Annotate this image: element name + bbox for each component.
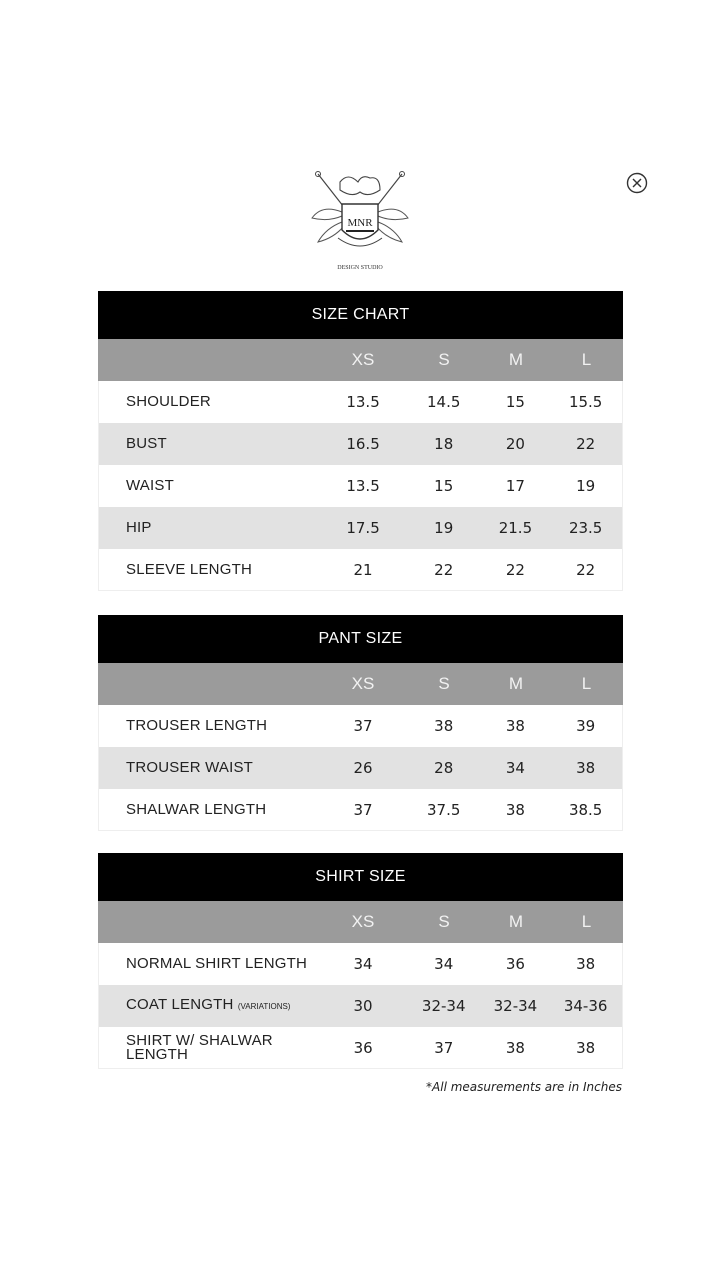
row-label: HIP [126,519,152,536]
cell-value: 18 [434,435,454,453]
table-header-row [98,339,623,381]
table-row [98,423,623,465]
measurement-footnote: *All measurements are in Inches [426,1080,622,1094]
cell-value: 14.5 [427,393,461,411]
column-header: L [581,912,592,931]
column-header: XS [351,674,375,693]
column-header: S [438,674,450,693]
table-row [98,549,623,591]
table-row [98,705,623,747]
cell-value: 26 [353,759,373,777]
row-label: NORMAL SHIRT LENGTH [126,955,308,972]
cell-value: 38 [576,759,596,777]
cell-value: 21 [353,560,373,579]
column-header: S [438,350,450,369]
brand-logo [308,168,412,274]
column-header: L [581,674,592,693]
row-label-note: (VARIATIONS) [237,1002,291,1011]
cell-value: 37 [434,1038,454,1057]
cell-value: 19 [576,477,596,495]
cell-value: 15 [434,477,454,495]
table-row [98,985,623,1027]
cell-value: 13.5 [346,393,380,411]
row-label: SHIRT W/ SHALWAR LENGTH [126,1031,273,1063]
cell-value: 38 [576,955,596,973]
cell-value: 38 [434,717,454,735]
cell-value: 32-34 [493,997,538,1015]
cell-value: 37 [353,800,373,819]
shirt-size-table [98,853,623,1069]
table-title: SHIRT SIZE [98,853,623,901]
table-row [98,1027,623,1069]
row-label: SLEEVE LENGTH [126,560,252,578]
cell-value: 28 [434,759,454,777]
column-header: M [508,674,524,693]
cell-value: 30 [353,997,373,1015]
row-label: SHOULDER [126,393,211,410]
cell-value: 22 [505,560,525,579]
table-header-row [98,901,623,943]
cell-value: 34 [353,955,373,973]
close-circle-icon [626,172,648,194]
row-label: TROUSER LENGTH [126,717,268,734]
row-label-text: COAT LENGTH [126,996,234,1013]
cell-value: 38.5 [568,800,603,819]
table-header-row [98,663,623,705]
column-header: L [581,350,592,369]
cell-value: 22 [434,560,454,579]
cell-value: 22 [576,435,596,453]
cell-value: 17.5 [346,519,380,537]
row-label: WAIST [126,477,174,494]
column-header: S [438,912,450,931]
column-header: M [508,350,524,369]
row-label: BUST [126,435,167,452]
cell-value: 22 [576,560,596,579]
row-label: TROUSER WAIST [126,759,254,776]
row-label: SHALWAR LENGTH [126,800,267,818]
cell-value: 34 [505,759,525,777]
close-button[interactable] [626,172,648,194]
column-header: XS [351,912,375,931]
cell-value: 36 [353,1038,373,1057]
table-row [98,789,623,831]
size-chart-table [98,291,623,591]
row-label [99,998,320,1014]
logo-subtitle-text: DESIGN STUDIO [337,265,383,271]
cell-value: 37 [353,717,373,735]
cell-value: 19 [434,519,454,537]
cell-value: 16.5 [346,435,380,453]
pant-size-table [98,615,623,831]
cell-value: 34-36 [563,997,608,1015]
cell-value: 15.5 [568,393,603,411]
table-row [98,943,623,985]
cell-value: 39 [576,717,596,735]
table-row [98,465,623,507]
table-row [98,381,623,423]
cell-value: 36 [505,955,525,973]
cell-value: 21.5 [498,519,533,537]
cell-value: 34 [434,955,454,973]
cell-value: 32-34 [421,997,466,1015]
cell-value: 38 [505,717,525,735]
cell-value: 17 [505,477,525,495]
cell-value: 20 [505,435,525,453]
column-header: XS [351,350,375,369]
cell-value: 38 [576,1038,596,1057]
logo-brand-text: MNR [347,217,373,229]
table-title: PANT SIZE [98,615,623,663]
table-row [98,507,623,549]
cell-value: 38 [505,1038,525,1057]
table-row [98,747,623,789]
table-title: SIZE CHART [98,291,623,339]
cell-value: 15 [505,393,525,411]
cell-value: 23.5 [568,519,603,537]
cell-value: 13.5 [346,477,380,495]
cell-value: 38 [505,800,525,819]
column-header: M [508,912,524,931]
cell-value: 37.5 [427,800,461,819]
